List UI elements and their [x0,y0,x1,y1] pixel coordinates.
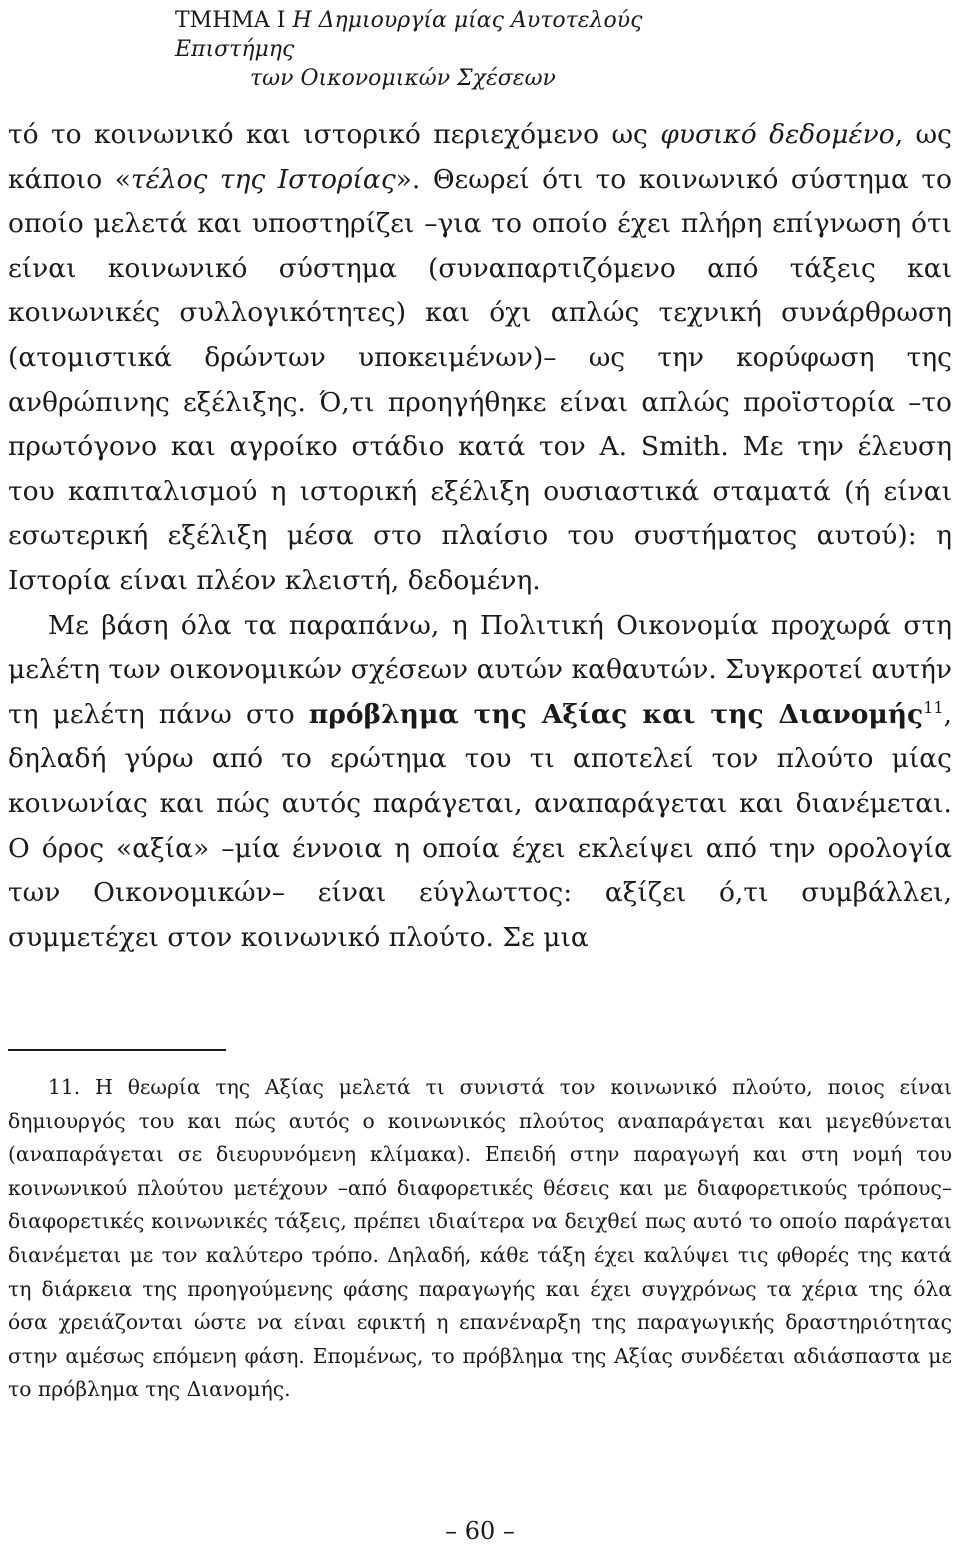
running-header [175,6,735,93]
paragraph-1 [8,113,952,604]
paragraph-2-text: , δηλαδή γύρω από το ερώτημα του τι αποτελεί τον πλούτο μίας κοινωνίας και πώς αυτός παράγεται, αναπαράγεται και διανέμεται. Ο όρος «αξία» –μία έννοια η οποία έχει εκλείψει από την ορολογία των Οικονομικών– είναι εύγλωττος: αξίζει ό,τι συμβάλλει, συμμετέχει στον κοινωνικό πλούτο. Σε μια [8,698,952,953]
header-line-1 [175,6,735,64]
header-title-line-2: των Οικονομικών Σχέσεων [250,66,556,91]
header-section: ΤΜΗΜΑ Ι [175,8,286,33]
footnote-ref[interactable]: 11 [923,697,944,717]
footnote-rule [8,1049,226,1051]
footnote-text: 11. Η θεωρία της Αξίας μελετά τι συνιστά τον κοινωνικό πλούτο, ποιος είναι δημιουργός του και πώς αυτός ο κοινωνικός πλούτος αναπαράγεται και μεγεθύνεται (αναπαράγεται σε διευρυνόμενη κλίμακα). Επειδή στην παραγωγή και στη νομή του κοινωνικού πλούτου μετέχουν –από διαφορετικές θέσεις και με διαφορετικούς τρόπους– διαφορετικές κοινωνικές τάξεις, πρέπει ιδιαίτερα να δειχθεί πως αυτό το οποίο παράγεται διανέμεται με τον καλύτερο τρόπο. Δηλαδή, κάθε τάξη έχει καλύψει τις φθορές της κατά τη διάρκεια της προηγούμενης φάσης παραγωγής και έχει συγχρόνως τα χέρια της όλα όσα χρειάζονται ώστε να είναι εφικτή η επανέναρξη της παραγωγικής δραστηριότητας στην αμέσως επόμενη φάση. Επομένως, το πρόβλημα της Αξίας συνδέεται αδιάσπαστα με το πρόβλημα της Διανομής. [8,1075,952,1402]
paragraph-1-italic: φυσικό δεδομένο [660,119,895,150]
paragraph-1-text: ». Θεωρεί ότι το κοινωνικό σύστημα το οποίο μελετά και υποστηρίζει –για το οποίο έχει πλήρη επίγνωση ότι είναι κοινωνικό σύστημα (συναπαρτιζόμενο από τάξεις και κοινωνικές συλλογικότητες) και όχι απλώς τεχνική συνάρθρωση (ατομιστικά δρώντων υποκειμένων)– ως την κορύφωση της ανθρώπινης εξέλιξης. Ό,τι προηγήθηκε είναι απλώς προϊστορία –το πρωτόγονο και αγροίκο στάδιο κατά τον A. Smith. Με την έλευση του καπιταλισμού η ιστορική εξέλιξη ουσιαστικά σταματά (ή είναι εσωτερική εξέλιξη μέσα στο πλαίσιο του συστήματος αυτού): η Ιστορία είναι πλέον κλειστή, δεδομένη. [8,163,952,596]
page-number: – 60 – [445,1517,515,1545]
header-title: Η Δημιουργία μίας Αυτοτελούς Επιστήμης [175,8,643,62]
main-text [8,113,952,960]
paragraph-2-bold: πρόβλημα της Αξίας και της Διανομής [308,698,924,730]
paragraph-1-text: τό το κοινωνικό και ιστορικό περιεχόμενο ως [8,119,661,150]
paragraph-1-italic: τέλος της Ιστορίας [130,163,396,195]
paragraph-1-text: , ως κάποιο « [8,119,952,195]
paragraph-2 [8,604,952,961]
paragraph-2-text: Με βάση όλα τα παραπάνω, η Πολιτική Οικονομία προχωρά στη μελέτη των οικονομικών σχέσεων αυτών καθαυτών. Συγκροτεί αυτήν τη μελέτη πάνω στο [8,609,952,730]
footnote [8,1071,952,1407]
